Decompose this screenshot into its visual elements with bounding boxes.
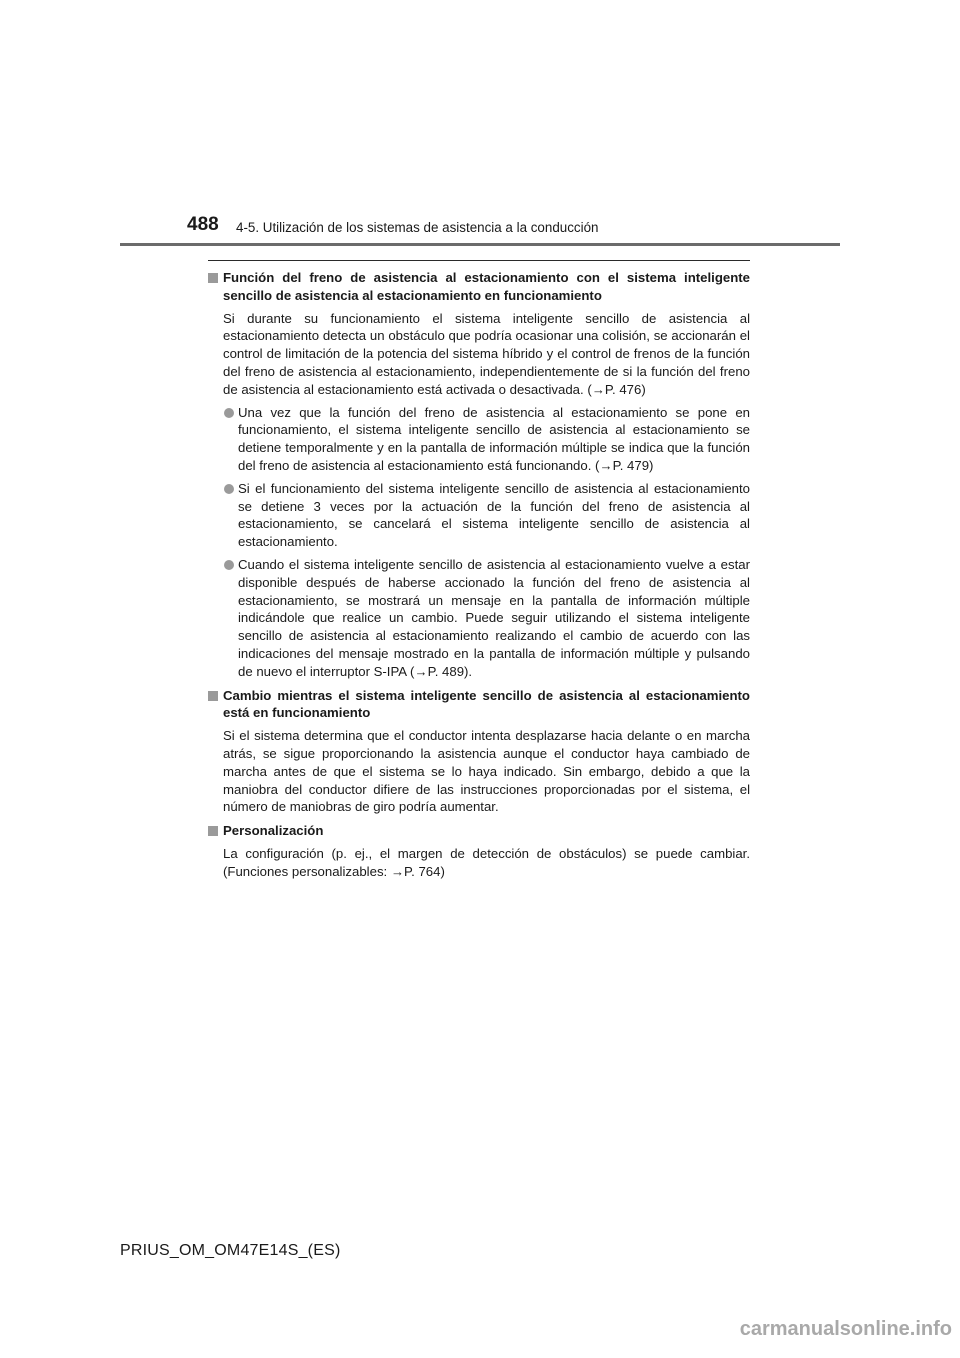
section-gear-change: [208, 687, 750, 817]
section-body: Si el sistema determina que el conductor intenta desplazarse hacia delante o en marcha atrás, se sigue proporcionando la asistencia aunque el conductor haya cambiado de marcha antes de que el sistema se lo haya indicado. Sin embargo, debido a que la maniobra del conductor difiere de las instrucciones proporcionadas por el sistema, el número de maniobras de giro podría aumentar.: [223, 728, 750, 815]
section-title: [208, 822, 750, 840]
section-parking-brake-function: [208, 269, 750, 681]
header-rule: [120, 243, 840, 246]
square-bullet-icon: [208, 273, 218, 283]
section-title-text: Función del freno de asistencia al estacionamiento con el sistema inteligente sencillo de asistencia al estacionamiento en funcionamiento: [223, 270, 750, 303]
content-divider: [208, 260, 750, 261]
list-item-text: Cuando el sistema inteligente sencillo de asistencia al estacionamiento vuelve a estar disponible después de haberse accionado la función del freno de asistencia al estacionamiento, se mostrará un mensaje en la pantalla de información múltiple indicándole que realice un cambio. Puede seguir utilizando el sistema inteligente sencillo de asistencia al estacionamiento realizando el cambio de acuerdo con las indicaciones del mensaje mostrado en la pantalla de información múltiple y pulsando de nuevo el interruptor S-IPA (→P. 489).: [238, 556, 750, 679]
list-item: [208, 556, 750, 681]
watermark: carmanualsonline.info: [739, 1318, 952, 1340]
square-bullet-icon: [208, 826, 218, 836]
chapter-title: 4-5. Utilización de los sistemas de asistencia a la conducción: [236, 220, 599, 235]
section-title: [208, 269, 750, 305]
list-item-text: Una vez que la función del freno de asistencia al estacionamiento se pone en funcionamiento, el sistema inteligente sencillo de asistencia al estacionamiento se detiene temporalmente y en la pantalla de información múltiple se indica que la función del freno de asistencia al estacionamiento está funcionando. (→P. 479): [238, 404, 750, 473]
section-title-text: Personalización: [223, 823, 324, 839]
content-area: [208, 269, 750, 887]
section-customization: [208, 822, 750, 880]
document-code: PRIUS_OM_OM47E14S_(ES): [120, 1242, 341, 1259]
section-body: La configuración (p. ej., el margen de detección de obstáculos) se puede cambiar. (Funciones personalizables: →P. 764): [223, 845, 750, 879]
square-bullet-icon: [208, 691, 218, 701]
circle-bullet-icon: [224, 484, 234, 494]
circle-bullet-icon: [224, 560, 234, 570]
list-item: [208, 404, 750, 475]
section-body: Si durante su funcionamiento el sistema inteligente sencillo de asistencia al estacionamiento detecta un obstáculo que podría ocasionar una colisión, se accionarán el control de limitación de la potencia del sistema híbrido y el control de frenos de la función del freno de asistencia al estacionamiento, independientemente de si la función del freno de asistencia al estacionamiento está activada o desactivada. (→P. 476): [223, 310, 750, 397]
section-title-text: Cambio mientras el sistema inteligente sencillo de asistencia al estacionamiento está en funcionamiento: [223, 687, 750, 721]
list-item: [208, 480, 750, 551]
list-item-text: Si el funcionamiento del sistema inteligente sencillo de asistencia al estacionamiento se detiene 3 veces por la actuación de la función del freno de asistencia al estacionamiento, se cancelará el sistema inteligente sencillo de asistencia al estacionamiento.: [238, 480, 750, 550]
section-title: [208, 687, 750, 723]
page-number: 488: [187, 214, 219, 235]
circle-bullet-icon: [224, 408, 234, 418]
